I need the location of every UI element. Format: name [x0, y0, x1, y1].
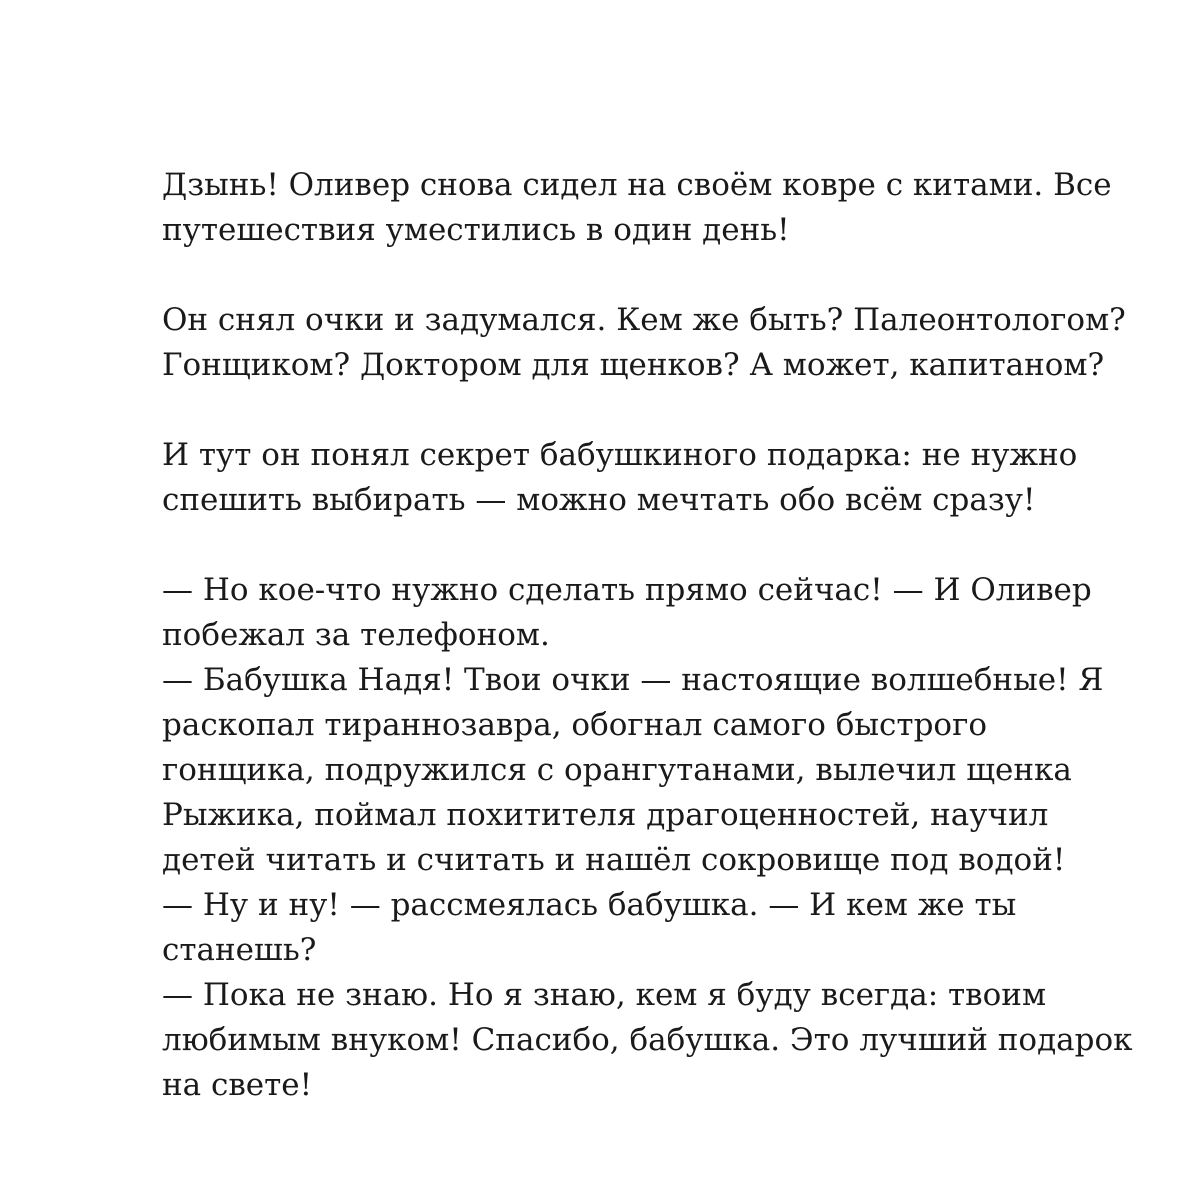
text-line: побежал за телефоном. — [162, 617, 550, 653]
text-line: И тут он понял секрет бабушкиного подарка: не нужно — [162, 437, 1078, 473]
text-line: любимым внуком! Спасибо, бабушка. Это лучший подарок — [162, 1022, 1133, 1058]
text-line: — Ну и ну! — рассмеялась бабушка. — И кем же ты — [162, 887, 1017, 923]
paragraph-gap — [162, 388, 1122, 433]
text-line: спешить выбирать — можно мечтать обо всём сразу! — [162, 482, 1036, 518]
text-line: путешествия уместились в один день! — [162, 212, 790, 248]
paragraph-3 — [162, 433, 1122, 523]
text-line: раскопал тираннозавра, обогнал самого быстрого — [162, 707, 987, 743]
text-line: Гонщиком? Доктором для щенков? А может, капитаном? — [162, 347, 1105, 383]
text-line: — Но кое-что нужно сделать прямо сейчас! — И Оливер — [162, 572, 1092, 608]
text-line: — Бабушка Надя! Твои очки — настоящие волшебные! Я — [162, 662, 1104, 698]
paragraph-gap — [162, 523, 1122, 568]
text-line: станешь? — [162, 932, 317, 968]
text-line: — Пока не знаю. Но я знаю, кем я буду всегда: твоим — [162, 977, 1047, 1013]
text-line: Рыжика, поймал похитителя драгоценностей, научил — [162, 797, 1049, 833]
paragraph-4-dialogue — [162, 568, 1133, 1108]
text-line: гонщика, подружился с орангутанами, вылечил щенка — [162, 752, 1072, 788]
text-line: Он снял очки и задумался. Кем же быть? Палеонтологом? — [162, 302, 1126, 338]
text-line: на свете! — [162, 1067, 313, 1103]
paragraph-1 — [162, 163, 1122, 253]
text-line: Дзынь! Оливер снова сидел на своём ковре с китами. Все — [162, 167, 1112, 203]
paragraph-2 — [162, 298, 1126, 388]
paragraph-gap — [162, 253, 1122, 298]
text-line: детей читать и считать и нашёл сокровище под водой! — [162, 842, 1066, 878]
story-page — [162, 163, 1133, 1108]
